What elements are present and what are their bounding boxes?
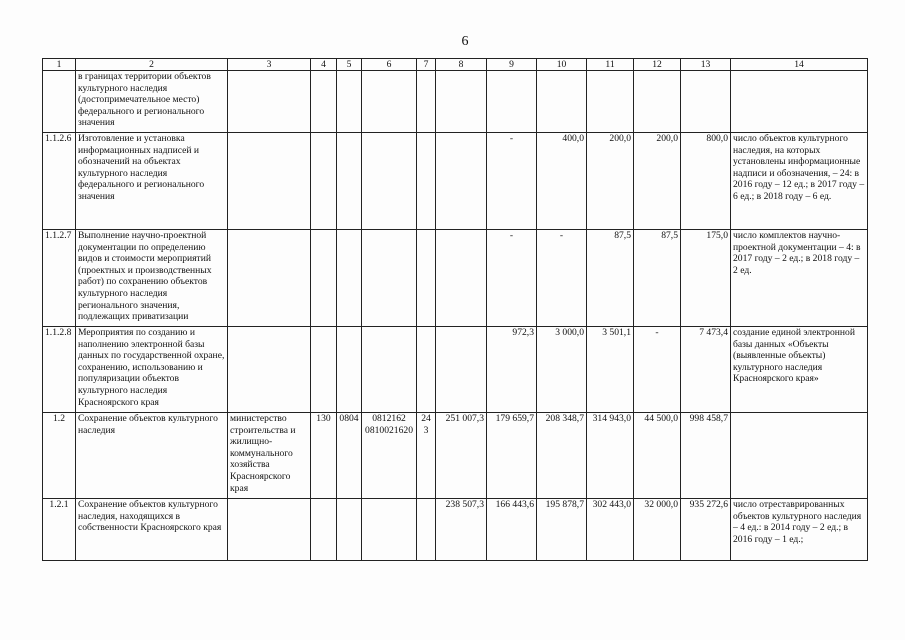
row-result [731, 413, 868, 499]
row-c10: 3 000,0 [537, 327, 587, 413]
table-row [43, 133, 868, 230]
row-c9: 179 659,7 [487, 413, 537, 499]
row-name: Выполнение научно-проектной документации по определению видов и стоимости мероприятий (проектных и производственных работ) по сохранению объектов культурного наследия регионального значения, подлежащих приватизации [76, 230, 228, 327]
row-c7 [417, 327, 436, 413]
table-row [43, 413, 868, 499]
col-header: 9 [487, 59, 537, 71]
row-c13: 935 272,6 [681, 499, 731, 561]
col-header: 3 [228, 59, 311, 71]
row-c5 [337, 133, 362, 230]
col-header: 11 [587, 59, 634, 71]
row-c11: 87,5 [587, 230, 634, 327]
row-number: 1.2 [43, 413, 76, 499]
row-c6 [362, 71, 417, 133]
row-c12: 44 500,0 [634, 413, 681, 499]
row-c5 [337, 71, 362, 133]
row-c11 [587, 71, 634, 133]
row-result: число отреставрированных объектов культурного наследия – 4 ед.: в 2014 году – 2 ед.; в 2016 году – 1 ед.; [731, 499, 868, 561]
row-c4 [311, 230, 337, 327]
row-c11: 314 943,0 [587, 413, 634, 499]
table-row [43, 71, 868, 133]
row-c11: 302 443,0 [587, 499, 634, 561]
row-c8 [436, 327, 487, 413]
row-c4 [311, 133, 337, 230]
row-c6 [362, 327, 417, 413]
row-c5: 0804 [337, 413, 362, 499]
program-table [42, 58, 868, 561]
row-c9 [487, 71, 537, 133]
row-c7 [417, 133, 436, 230]
row-org [228, 499, 311, 561]
row-c6 [362, 499, 417, 561]
row-name: Мероприятия по созданию и наполнению электронной базы данных по государственной охране, сохранению, использованию и популяризации объектов культурного наследия Красноярского края [76, 327, 228, 413]
col-header: 2 [76, 59, 228, 71]
row-c8: 238 507,3 [436, 499, 487, 561]
row-c7: 243 [417, 413, 436, 499]
col-header: 13 [681, 59, 731, 71]
col-header: 5 [337, 59, 362, 71]
page-number: 6 [461, 34, 469, 49]
row-c7 [417, 499, 436, 561]
col-header: 8 [436, 59, 487, 71]
row-result: число объектов культурного наследия, на которых установлены информационные надписи и обозначения, – 24: в 2016 году – 12 ед.; в 2017 году – 6 ед.; в 2018 году – 6 ед. [731, 133, 868, 230]
row-number: 1.1.2.6 [43, 133, 76, 230]
row-c4: 130 [311, 413, 337, 499]
row-c4 [311, 499, 337, 561]
row-c5 [337, 327, 362, 413]
col-header: 12 [634, 59, 681, 71]
header-row [43, 59, 868, 71]
row-number: 1.2.1 [43, 499, 76, 561]
col-header: 7 [417, 59, 436, 71]
row-c6 [362, 230, 417, 327]
row-name: Изготовление и установка информационных надписей и обозначений на объектах культурного наследия федерального и регионального значения [76, 133, 228, 230]
row-c9: - [487, 133, 537, 230]
row-number [43, 71, 76, 133]
row-c12 [634, 71, 681, 133]
col-header: 14 [731, 59, 868, 71]
table-row [43, 230, 868, 327]
row-c6: 0812162 0810021620 [362, 413, 417, 499]
row-c7 [417, 230, 436, 327]
row-org [228, 327, 311, 413]
col-header: 1 [43, 59, 76, 71]
row-c7 [417, 71, 436, 133]
row-c11: 3 501,1 [587, 327, 634, 413]
row-result [731, 71, 868, 133]
row-c13: 175,0 [681, 230, 731, 327]
row-c10: 208 348,7 [537, 413, 587, 499]
row-c8 [436, 230, 487, 327]
row-number: 1.1.2.7 [43, 230, 76, 327]
col-header: 6 [362, 59, 417, 71]
row-c11: 200,0 [587, 133, 634, 230]
row-result: создание единой электронной базы данных «Объекты (выявленные объекты) культурного наследия Красноярского края» [731, 327, 868, 413]
row-c8 [436, 71, 487, 133]
row-c9: 166 443,6 [487, 499, 537, 561]
row-c10: - [537, 230, 587, 327]
col-header: 4 [311, 59, 337, 71]
row-c9: 972,3 [487, 327, 537, 413]
row-result: число комплектов научно-проектной документации – 4: в 2017 году – 2 ед.; в 2018 году – 2 ед. [731, 230, 868, 327]
row-c13 [681, 71, 731, 133]
row-c6 [362, 133, 417, 230]
row-c13: 800,0 [681, 133, 731, 230]
row-name: в границах территории объектов культурного наследия (достопримечательное место) федерального и регионального значения [76, 71, 228, 133]
row-c13: 7 473,4 [681, 327, 731, 413]
row-c10: 400,0 [537, 133, 587, 230]
row-c10: 195 878,7 [537, 499, 587, 561]
row-c8: 251 007,3 [436, 413, 487, 499]
row-c8 [436, 133, 487, 230]
row-c10 [537, 71, 587, 133]
row-c12: 87,5 [634, 230, 681, 327]
row-org [228, 133, 311, 230]
row-org [228, 230, 311, 327]
col-header: 10 [537, 59, 587, 71]
row-name: Сохранение объектов культурного наследия [76, 413, 228, 499]
table-row [43, 499, 868, 561]
row-c4 [311, 71, 337, 133]
row-org: министерство строительства и жилищно-коммунального хозяйства Красноярского края [228, 413, 311, 499]
row-c12: 32 000,0 [634, 499, 681, 561]
row-name: Сохранение объектов культурного наследия, находящихся в собственности Красноярского края [76, 499, 228, 561]
row-c9: - [487, 230, 537, 327]
row-c5 [337, 499, 362, 561]
row-c12: 200,0 [634, 133, 681, 230]
row-c4 [311, 327, 337, 413]
row-c12: - [634, 327, 681, 413]
table-row [43, 327, 868, 413]
row-c5 [337, 230, 362, 327]
row-number: 1.1.2.8 [43, 327, 76, 413]
row-org [228, 71, 311, 133]
row-c13: 998 458,7 [681, 413, 731, 499]
